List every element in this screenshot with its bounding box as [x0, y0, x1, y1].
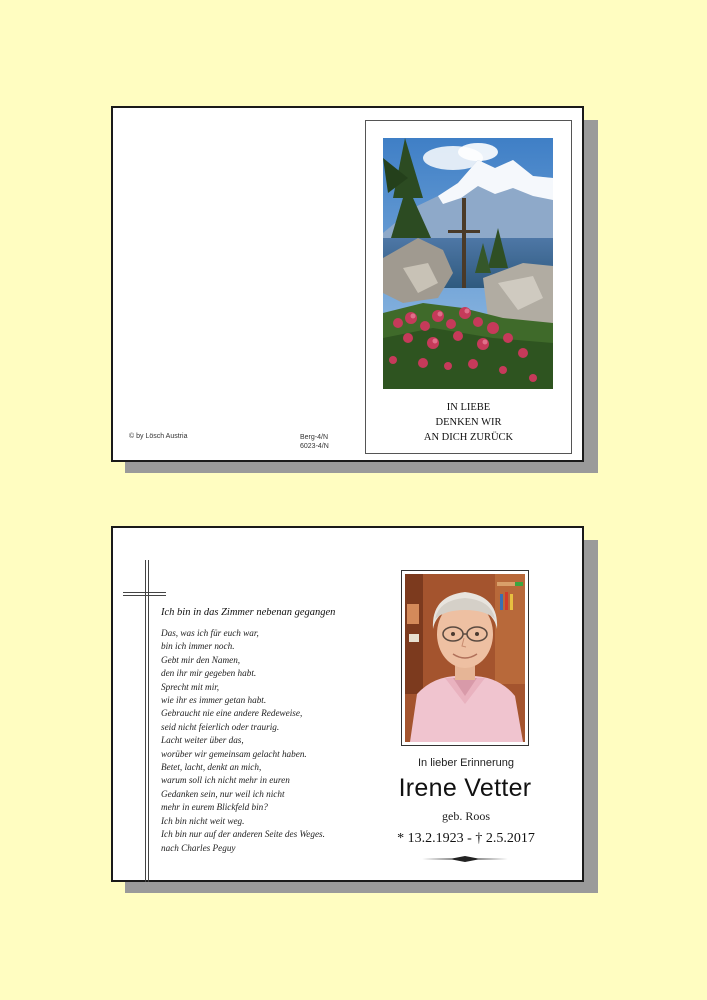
poem-line: Gebraucht nie eine andere Redeweise, [161, 708, 303, 719]
portrait-frame [401, 570, 529, 746]
picture-frame [365, 120, 572, 454]
motto-line-2: DENKEN WIR [435, 417, 502, 428]
poem-line: Ich bin nicht weit weg. [161, 815, 245, 826]
motto-line-1: IN LIEBE [446, 402, 491, 413]
cross-icon-beam-2 [123, 595, 166, 596]
poem-line: mehr in eurem Blickfeld bin? [161, 802, 268, 813]
poem-line: Lacht weiter über das, [161, 735, 244, 746]
memorial-heading: In lieber Erinnerung [417, 757, 514, 769]
poem-line: warum soll ich nicht mehr in euren [161, 775, 290, 786]
poem-line: Gedanken sein, nur weil ich nicht [161, 788, 285, 799]
portrait-photo [405, 574, 525, 742]
poem-line: Ich bin nur auf der anderen Seite des Weges. [161, 829, 325, 840]
card-inside [111, 526, 584, 882]
copyright-text: © by Lösch Austria [129, 433, 188, 440]
mountain-cross-photo [383, 138, 553, 389]
motto-line-3: AN DICH ZURÜCK [423, 432, 514, 443]
cross-icon-line [148, 560, 149, 882]
poem-line: seid nicht feierlich oder traurig. [161, 721, 280, 732]
poem [161, 627, 325, 855]
cross-icon [145, 560, 146, 882]
poem-line: den ihr mir gegeben habt. [161, 668, 257, 679]
cross-icon-beam [123, 592, 166, 593]
birth-name: geb. Roos [442, 809, 490, 823]
ornament-divider-icon [422, 855, 508, 863]
deceased-name: Irene Vetter [398, 774, 532, 802]
poem-title: Ich bin in das Zimmer nebenan gegangen [161, 607, 336, 618]
poem-line: bin ich immer noch. [161, 641, 235, 652]
life-dates: * 13.2.1923 - † 2.5.2017 [397, 831, 535, 846]
poem-line: Sprecht mit mir, [161, 681, 220, 692]
poem-line: Das, was ich für euch war, [161, 628, 259, 638]
poem-line: Betet, lacht, denkt an mich, [161, 762, 262, 773]
article-code-line-1: Berg-4/N [300, 434, 329, 441]
poem-author: nach Charles Peguy [161, 842, 236, 853]
card-front [111, 106, 584, 462]
motto [366, 400, 571, 445]
poem-line: Gebt mir den Namen, [161, 654, 241, 665]
article-code [300, 433, 329, 451]
poem-line: worüber wir gemeinsam gelacht haben. [161, 748, 307, 759]
poem-line: wie ihr es immer getan habt. [161, 695, 267, 706]
article-code-line-2: 6023-4/N [300, 443, 329, 450]
